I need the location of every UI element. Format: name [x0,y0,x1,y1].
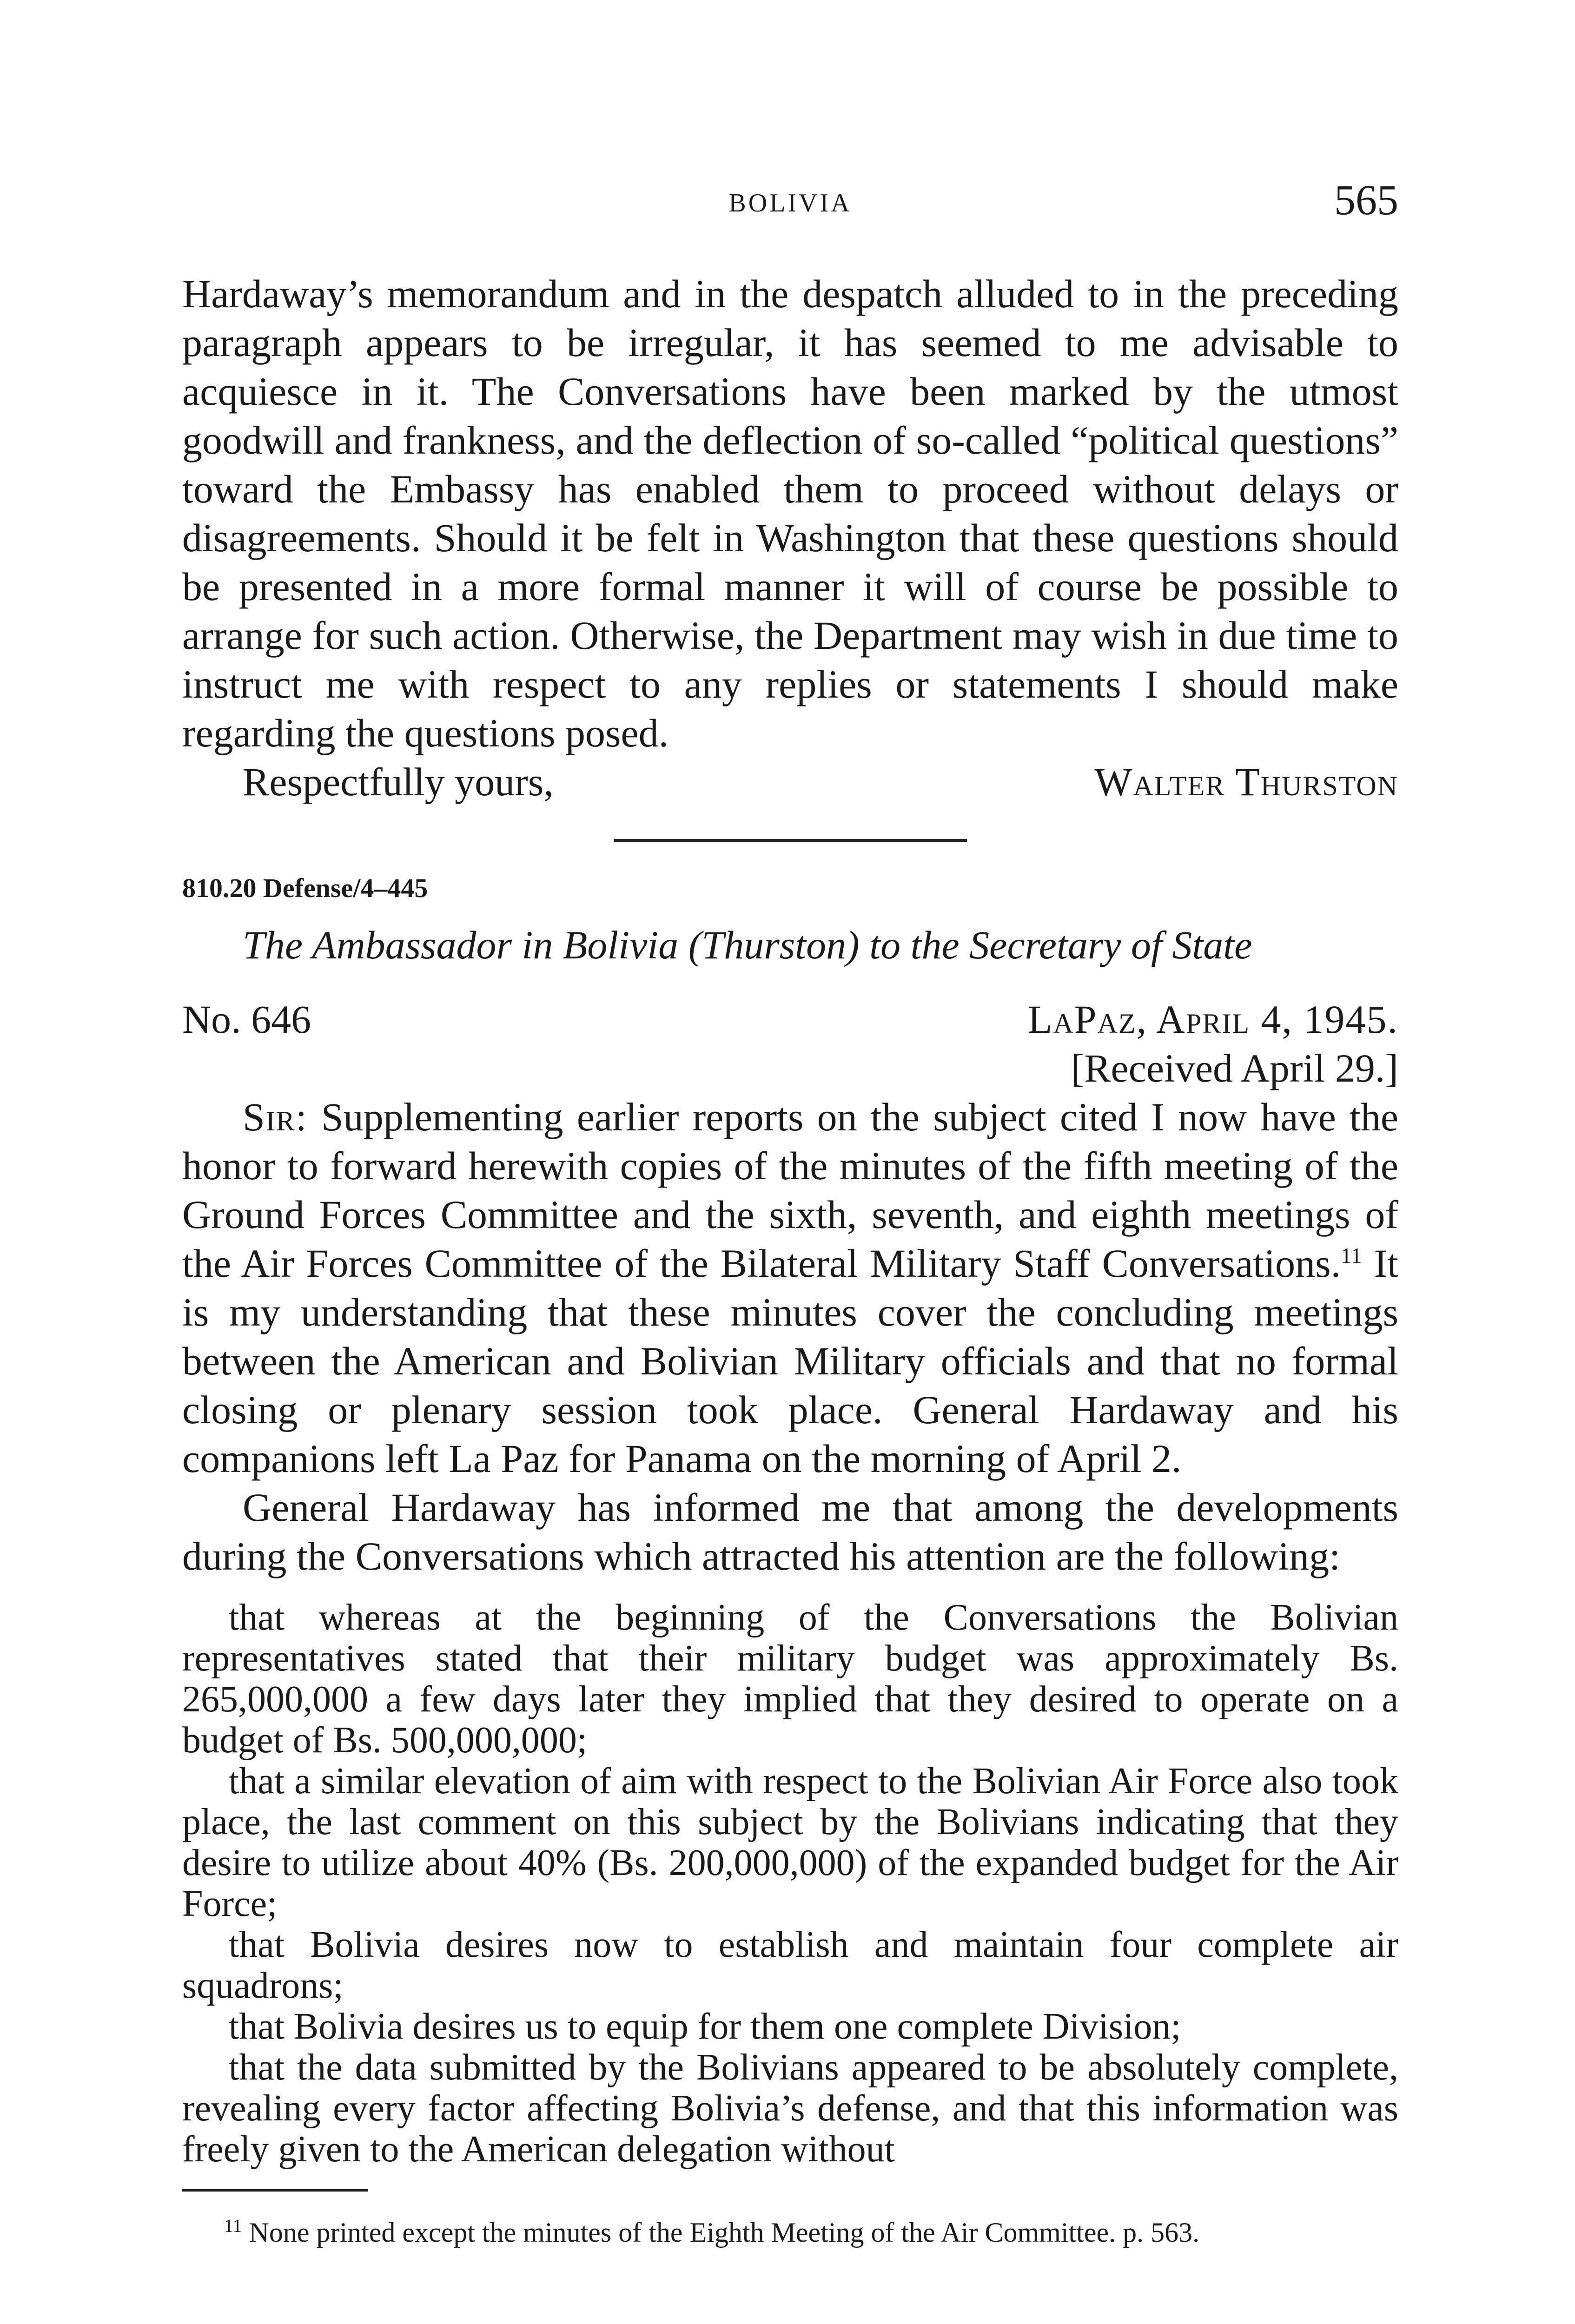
list-item: that a similar elevation of aim with respect to the Bolivian Air Force also took place, the last comment on this subject by the Bolivians indicating that they desire to utilize about 40% (Bs. 200,000,000) of the expanded budget for the Air Force; [182,1761,1398,1924]
signature-line [182,758,1398,806]
list-item: that Bolivia desires now to establish and maintain four complete air squadrons; [182,1924,1398,2006]
page-body [182,270,1398,2249]
continuation-paragraph: Hardaway’s memorandum and in the despatch alluded to in the preceding paragraph appears to be irregular, it has seemed to me advisable to acquiesce in it. The Conversations have been marked by the utmost goodwill and frankness, and the deflection of so-called “political questions” toward the Embassy has enabled them to proceed without delays or disagreements. Should it be felt in Washington that these questions should be presented in a more formal manner it will of course be possible to arrange for such action. Otherwise, the Department may wish in due time to instruct me with respect to any replies or statements I should make regarding the questions posed. [182,271,1398,755]
page-header [182,176,1398,239]
footnote-mark: 11 [224,2215,242,2236]
salutation: Sir: [243,1095,308,1139]
paragraph-1-text-b: It is my understanding that these minutes cover the concluding meetings between the American and Bolivian Military officials and that no formal closing or plenary session took place. General Hardaway and his companions left La Paz for Panama on the morning of April 2. [182,1241,1399,1481]
list-item: that Bolivia desires us to equip for them one complete Division; [229,2006,1181,2047]
section-divider [614,839,967,842]
paragraph-1-text-a: Supplementing earlier reports on the subject cited I now have the honor to forward herewith copies of the minutes of the fifth meeting of the Ground Forces Committee and the sixth, seventh, and eighth meetings of the Air Forces Committee of the Bilateral Military Staff Conversations. [182,1095,1398,1286]
footnote-text: None printed except the minutes of the Eighth Meeting of the Air Committee. p. 563. [249,2217,1200,2248]
footnote-divider [182,2189,368,2192]
received-date: [Received April 29.] [1071,1046,1398,1090]
list-item: that whereas at the beginning of the Conversations the Bolivian representatives stated that their military budget was approximately Bs. 265,000,000 a few days later they implied that they desired to operate on a budget of Bs. 500,000,000; [182,1597,1398,1761]
running-head: BOLIVIA [728,189,852,218]
page-number: 565 [1334,176,1398,224]
document-number: No. 646 [182,997,311,1042]
list-item: that the data submitted by the Bolivians appeared to be absolutely complete, revealing every factor affecting Bolivia’s defense, and that this information was freely given to the American delegation without [182,2047,1398,2170]
footnote [182,2209,1398,2249]
footnote-reference: 11 [1341,1244,1362,1268]
developments-list [182,1597,1398,2170]
place-date: LaPaz, April 4, 1945. [1027,997,1398,1042]
closing: Respectfully yours, [243,759,554,804]
document-number-line [182,995,1398,1044]
signature: Walter Thurston [1094,759,1398,804]
paragraph-1 [182,1093,1398,1483]
paragraph-2: General Hardaway has informed me that among the developments during the Conversations which attracted his attention are the following: [182,1485,1398,1578]
document-title: The Ambassador in Bolivia (Thurston) to the Secretary of State [243,923,1252,967]
file-number: 810.20 Defense/4–445 [182,873,428,903]
